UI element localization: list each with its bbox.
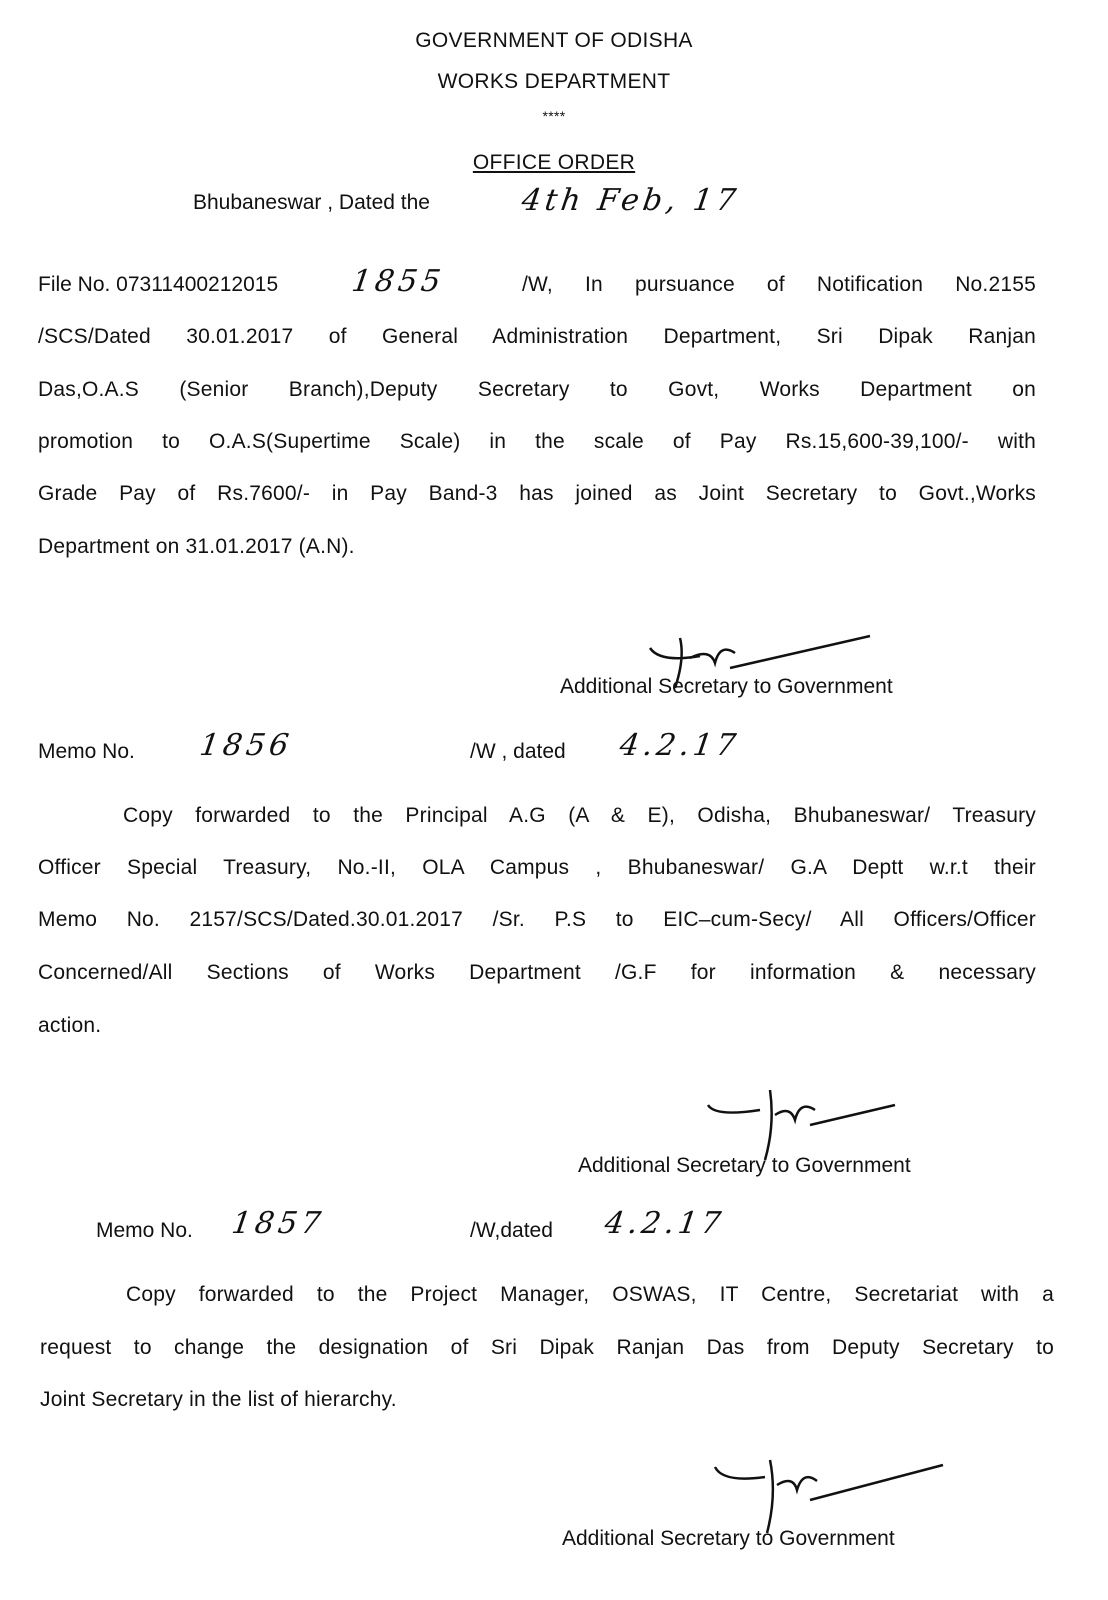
government-heading: GOVERNMENT OF ODISHA [415,29,693,52]
order-line: /W, In pursuance of Notification No.2155 [522,273,1036,296]
order-line: Das,O.A.S (Senior Branch),Deputy Secretary to Govt, Works Department on [38,378,1036,401]
memo-line: Copy forwarded to the Principal A.G (A & E), Odisha, Bhubaneswar/ Treasury [123,804,1036,827]
order-line: promotion to O.A.S(Supertime Scale) in the scale of Pay Rs.15,600-39,100/- with [38,430,1036,453]
stars-divider: **** [542,108,566,124]
place-date-label: Bhubaneswar , Dated the [193,191,430,214]
handwritten-memo-date: 4.2.17 [602,1206,727,1241]
memo-line: request to change the designation of Sri Dipak Ranjan Das from Deputy Secretary to [40,1336,1054,1359]
order-line: Department on 31.01.2017 (A.N). [38,535,355,558]
memo-line: Copy forwarded to the Project Manager, OSWAS, IT Centre, Secretariat with a [126,1283,1054,1306]
handwritten-memo-number: 1856 [197,728,295,763]
memo-label: Memo No. [96,1219,193,1242]
memo-label: Memo No. [38,740,135,763]
signature-3 [705,1455,945,1535]
signatory-title: Additional Secretary to Government [578,1154,911,1177]
order-line: Grade Pay of Rs.7600/- in Pay Band-3 has joined as Joint Secretary to Govt.,Works [38,482,1036,505]
memo-line: Officer Special Treasury, No.-II, OLA Campus , Bhubaneswar/ G.A Deptt w.r.t their [38,856,1036,879]
memo-dated-label: /W,dated [470,1219,553,1242]
signature-2 [700,1085,900,1165]
handwritten-memo-number: 1857 [229,1206,327,1241]
order-line: /SCS/Dated 30.01.2017 of General Administration Department, Sri Dipak Ranjan [38,325,1036,348]
memo-line: Joint Secretary in the list of hierarchy. [40,1388,397,1411]
department-heading: WORKS DEPARTMENT [437,70,671,93]
memo-dated-label: /W , dated [470,740,566,763]
office-order-title: OFFICE ORDER [472,151,636,174]
memo-line: action. [38,1014,102,1037]
memo-line: Concerned/All Sections of Works Department /G.F for information & necessary [38,961,1036,984]
file-number-prefix: File No. 07311400212015 [38,273,279,296]
signatory-title: Additional Secretary to Government [560,675,893,698]
memo-line: Memo No. 2157/SCS/Dated.30.01.2017 /Sr. P.S to EIC–cum-Secy/ All Officers/Officer [38,908,1036,931]
handwritten-memo-date: 4.2.17 [617,728,742,763]
signatory-title: Additional Secretary to Government [562,1527,895,1550]
handwritten-order-number: 1855 [349,264,447,299]
handwritten-order-date: 4th Feb, 17 [519,183,742,218]
